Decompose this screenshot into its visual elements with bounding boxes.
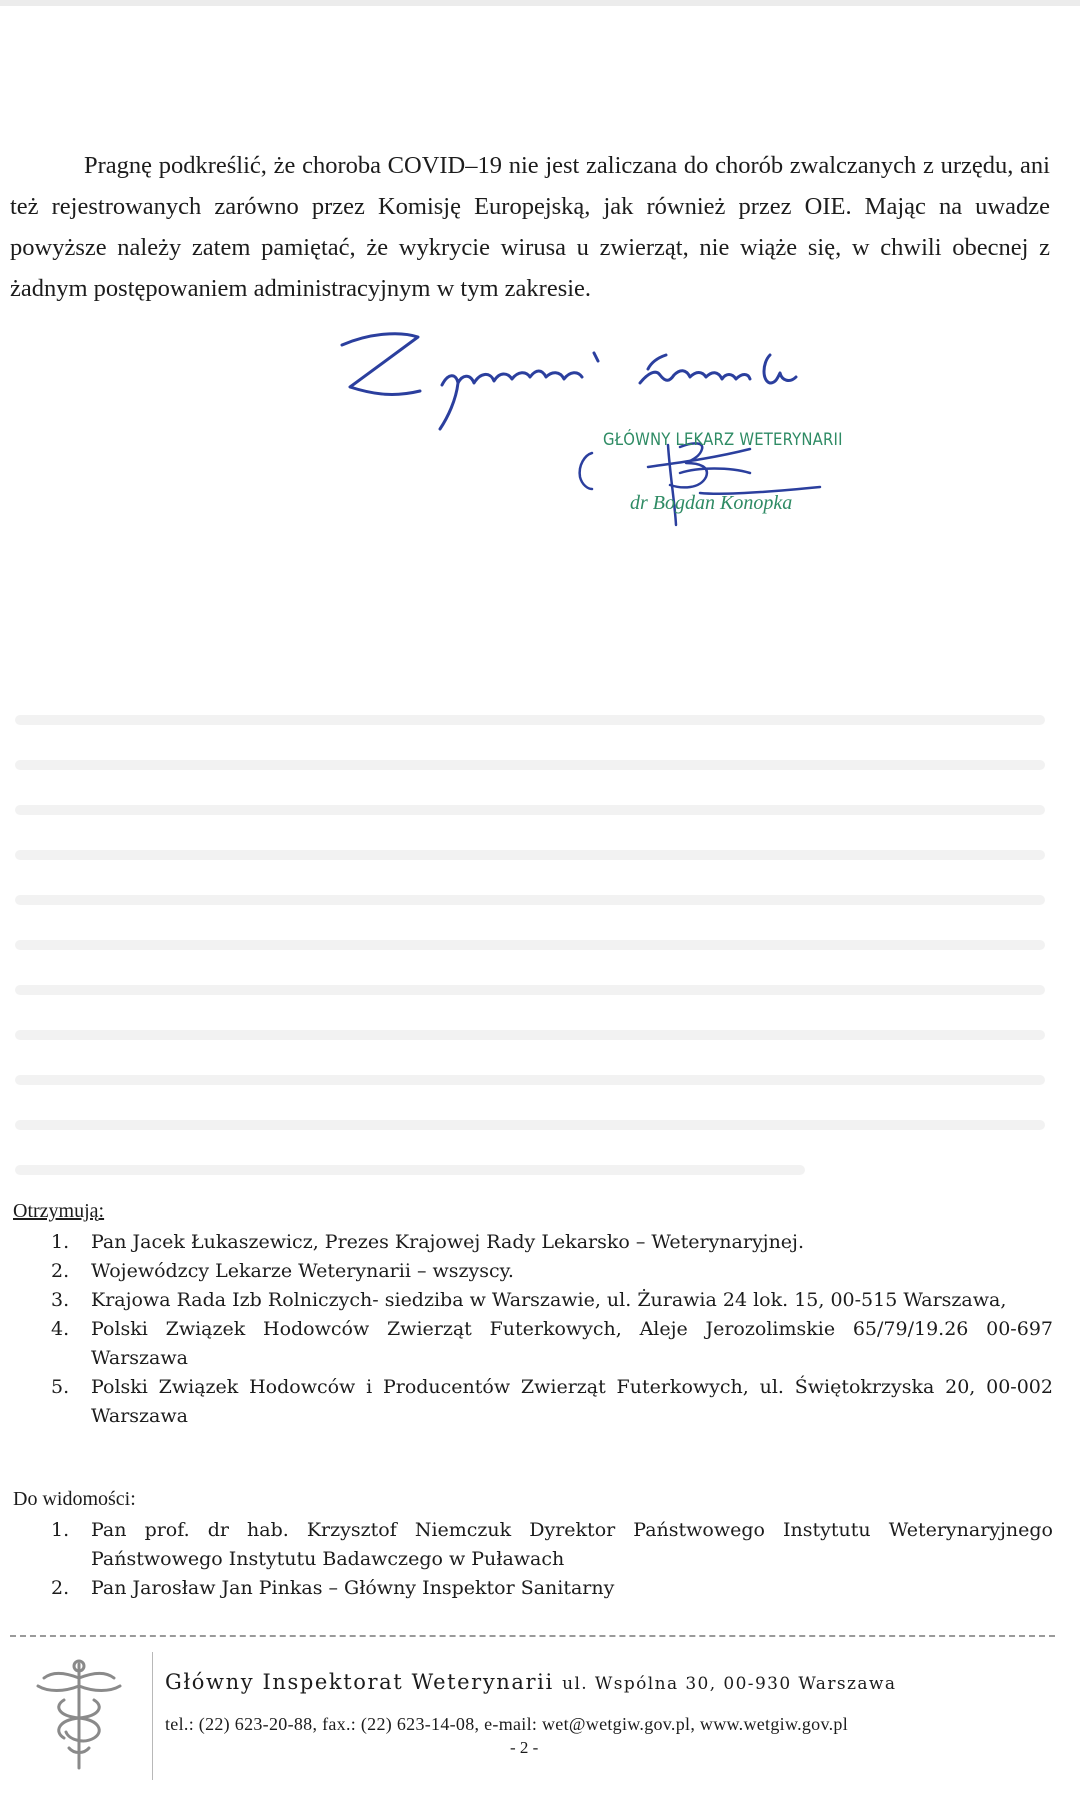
bleed-through-texture (0, 560, 1080, 1200)
organization-name: Główny Inspektorat Weterynarii (165, 1670, 554, 1694)
stamp-title: GŁÓWNY LEKARZ WETERYNARII (603, 430, 843, 449)
recipients-list (13, 1228, 1053, 1431)
footer-organization (165, 1670, 896, 1694)
caduceus-logo-icon (24, 1656, 134, 1776)
for-information-heading: Do widomości: (13, 1488, 136, 1510)
organization-address: ul. Wspólna 30, 00-930 Warszawa (562, 1674, 897, 1694)
recipient-item: 3. Krajowa Rada Izb Rolniczych- siedziba w Warszawie, ul. Żurawia 24 lok. 15, 00-515 Warszawa, (51, 1289, 1007, 1311)
page-number: - 2 - (510, 1738, 539, 1757)
recipient-item: 1. Pan Jacek Łukaszewicz, Prezes Krajowej Rady Lekarsko – Weterynaryjnej. (51, 1231, 804, 1253)
for-information-item: 2. Pan Jarosław Jan Pinkas – Główny Inspektor Sanitarny (51, 1577, 615, 1599)
for-information-list (13, 1516, 1053, 1603)
footer-separator (10, 1635, 1055, 1637)
footer-contact: tel.: (22) 623-20-88, fax.: (22) 623-14-08, e-mail: wet@wetgiw.gov.pl, www.wetgiw.gov.pl (165, 1714, 849, 1734)
recipient-item: 4. Polski Związek Hodowców Zwierząt Futerkowych, Aleje Jerozolimskie 65/79/19.26 00-697 Warszawa (51, 1318, 1053, 1369)
recipient-item: 5. Polski Związek Hodowców i Producentów Zwierząt Futerkowych, ul. Świętokrzyska 20, 00-002 Warszawa (51, 1376, 1053, 1427)
stamp-name: dr Bogdan Konopka (630, 492, 793, 514)
recipients-heading: Otrzymują: (13, 1200, 105, 1222)
body-paragraph: Pragnę podkreślić, że choroba COVID–19 nie jest zaliczana do chorób zwalczanych z urzędu, ani też rejestrowanych zarówno przez Komisję Europejską, jak również przez OIE. Mając na uwadze powyższe należy zatem pamiętać, że wykrycie wirusa u zwierząt, nie wiąże się, w chwili obecnej z żadnym postępowaniem administracyjnym w tym zakresie. (10, 151, 1050, 302)
for-information-item: 1. Pan prof. dr hab. Krzysztof Niemczuk Dyrektor Państwowego Instytutu Weterynaryjnego Państwowego Instytutu Badawczego w Puławach (51, 1519, 1053, 1570)
recipient-item: 2. Wojewódzcy Lekarze Weterynarii – wszyscy. (51, 1260, 514, 1282)
footer-divider (152, 1652, 153, 1780)
top-edge (0, 0, 1080, 6)
